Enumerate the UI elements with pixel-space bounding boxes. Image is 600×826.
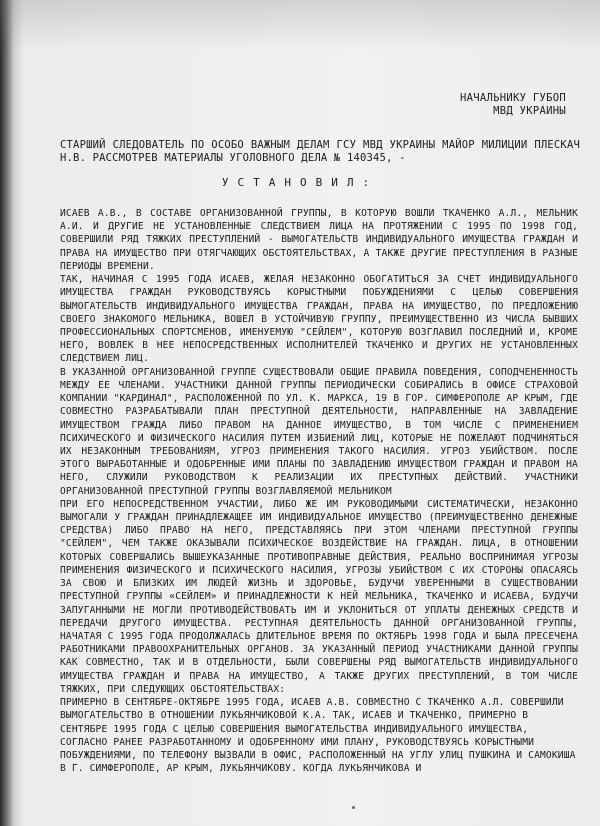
body-paragraph-5: ПРИМЕРНО В СЕНТЯБРЕ-ОКТЯБРЕ 1995 ГОДА, ИСАЕВ А.В. СОВМЕСТНО С ТКАЧЕНКО А.Л. СОВЕРШИЛИ ВЫМОГАТЕЛЬСТВО В ОТНОШЕНИИ ЛУКЬЯНЧИКОВОЙ К.А. ТАК, ИСАЕВ И ТКАЧЕНКО, ПРИМЕРНО В СЕНТЯБРЕ 1995 ГОДА С ЦЕЛЬЮ СОВЕРШЕНИЯ ВЫМОГАТЕЛЬСТВА ИНДИВИДУАЛЬНОГО ИМУЩЕСТВА, СОГЛАСНО РАНЕЕ РАЗРАБОТАННОМУ И ОДОБРЕННОМУ ИМИ ПЛАНУ, РУКОВОДСТВУЯСЬ КОРЫСТНЫМИ ПОБУЖДЕНИЯМИ, ПО ТЕЛЕФОНУ ВЫЗВАЛИ В ОФИС, РАСПОЛОЖЕННЫЙ НА УГЛУ УЛИЦ ПУШКИНА И САМОКИША В Г. СИМФЕРОПОЛЕ, АР КРЫМ, ЛУКЬЯНЧИКОВУ. КОГДА ЛУКЬЯНЧИКОВА И	[60, 697, 576, 775]
body-paragraph-3: В УКАЗАННОЙ ОРГАНИЗОВАННОЙ ГРУППЕ СУЩЕСТВОВАЛИ ОБЩИЕ ПРАВИЛА ПОВЕДЕНИЯ, СОПОДЧЕНЕННОСТЬ МЕЖДУ ЕЕ ЧЛЕНАМИ. УЧАСТНИКИ ДАННОЙ ГРУППЫ ПЕРИОДИЧЕСКИ СОБИРАЛИСЬ В ОФИСЕ СТРАХОВОЙ КОМПАНИИ "КАРДИНАЛ", РАСПОЛОЖЕННОЙ ПО УЛ. К. МАРКСА, 19 В ГОР. СИМФЕРОПОЛЕ АР КРЫМ, ГДЕ СОВМЕСТНО РАЗРАБАТЫВАЛИ ПЛАН ПРЕСТУПНОЙ ДЕЯТЕЛЬНОСТИ, НАПРАВЛЕННЫЕ НА ЗАВЛАДЕНИЕ ИМУЩЕСТВОМ ГРАЖДА ЛИБО ПРАВОМ НА ДАННОЕ ИМУЩЕСТВО, В ТОМ ЧИСЛЕ С ПРИМЕНЕНИЕМ ПСИХИЧЕСКОГО И ФИЗИЧЕСКОГО НАСИЛИЯ ПУТЕМ ИЗБИЕНИЙ ЛИЦ, КОТОРЫЕ НЕ ПОЖЕЛАЮТ ПОДЧИНЯТЬСЯ ИХ НЕЗАКОННЫМ ТРЕБОВАНИЯМ, УГРОЗ ПРИМЕНЕНИЯ ТАКОГО НАСИЛИЯ. УГРОЗ УБИЙСТВОМ. ПОСЛЕ ЭТОГО ВЫРАБОТАННЫЕ И ОДОБРЕННЫЕ ИМИ ПЛАНЫ ПО ЗАВЛАДЕНИЮ ИМУЩЕСТВОМ ГРАЖДАН И ПРАВОМ НА НЕГО, СЛУЖИЛИ РУКОВОДСТВОМ К РЕАЛИЗАЦИИ ИХ ПРЕСТУПНЫХ ДЕЙСТВИЙ. УЧАСТНИКИ ОРГАНИЗОВАННОЙ ПРЕСТУПНОЙ ГРУППЫ ВОЗГЛАВЛЯЕМОЙ МЕЛЬНИКОМ	[60, 366, 578, 497]
scan-shadow	[0, 0, 600, 50]
addressee-line-1: НАЧАЛЬНИКУ ГУБОП	[460, 92, 566, 104]
document-body	[60, 207, 578, 775]
intro-paragraph: СТАРШИЙ СЛЕДОВАТЕЛЬ ПО ОСОБО ВАЖНЫМ ДЕЛАМ ГСУ МВД УКРАИНЫ МАЙОР МИЛИЦИИ ПЛЕСКАЧ Н.В. РАССМОТРЕВ МАТЕРИАЛЫ УГОЛОВНОГО ДЕЛА № 140345, -	[60, 139, 580, 165]
body-paragraph-2: ТАК, НАЧИНАЯ С 1995 ГОДА ИСАЕВ, ЖЕЛАЯ НЕЗАКОННО ОБОГАТИТЬСЯ ЗА СЧЕТ ИНДИВИДУАЛЬНОГО ИМУЩЕСТВА ГРАЖДАН РУКОВОДСТВУЯСЬ КОРЫСТНЫМИ ПОБУЖДЕНИЯМИ С ЦЕЛЬЮ СОВЕРШЕНИЯ ВЫМОГАТЕЛЬСТВ ИНДИВИДУАЛЬНОГО ИМУЩЕСТВА ГРАЖДАН, ПРАВА НА ИМУЩЕСТВО, ПО ПРЕДЛОЖЕНИЮ СВОЕГО ЗНАКОМОГО МЕЛЬНИКА, ВОШЕЛ В УСТОЙЧИВУЮ ГРУППУ, ПРЕИМУЩЕСТВЕННО ИЗ ЧИСЛА БЫВШИХ ПРОФЕССИОНАЛЬНЫХ СПОРТСМЕНОВ, ИМЕНУЕМУЮ "СЕЙЛЕМ", КОТОРУЮ ВОЗГЛАВИЛ ПОСЛЕДНИЙ И, КРОМЕ НЕГО, ВОВЛЕК В НЕЕ НЕПОСРЕДСТВЕННЫХ ИСПОЛНИТЕЛЕЙ ТКАЧЕНКО И ДРУГИХ НЕ УСТАНОВЛЕННЫХ СЛЕДСТВИЕМ ЛИЦ.	[60, 274, 578, 365]
addressee-line-2: МВД УКРАИНЫ	[493, 105, 566, 117]
body-paragraph-4: ПРИ ЕГО НЕПОСРЕДСТВЕННОМ УЧАСТИИ, ЛИБО ЖЕ ИМ РУКОВОДИМЫМИ СИСТЕМАТИЧЕСКИ, НЕЗАКОННО ВЫМОГАЛИ У ГРАЖДАН ПРИНАДЛЕЖАЩЕЕ ИМ ИНДИВИДУАЛЬНОЕ ИМУЩЕСТВО (ПРЕИМУЩЕСТВЕННО ДЕНЕЖНЫЕ СРЕДСТВА) ЛИБО ПРАВО НА НЕГО, ПРЕДСТАВЛЯЯСЬ ПРИ ЭТОМ ЧЛЕНАМИ ПРЕСТУПНОЙ ГРУППЫ "СЕЙЛЕМ", ЧЕМ ТАКЖЕ ОКАЗЫВАЛИ ПСИХИЧЕСКОЕ ВОЗДЕЙСТВИЕ НА ГРАЖДАН. ЛИЦА, В ОТНОШЕНИИ КОТОРЫХ СОВЕРШАЛИСЬ ВЫШЕУКАЗАННЫЕ ПРОТИВОПРАВНЫЕ ДЕЙСТВИЯ, РЕАЛЬНО ВОСПРИНИМАЯ УГРОЗЫ ПРИМЕНЕНИЯ ФИЗИЧЕСКОГО И ПСИХИЧЕСКОГО НАСИЛИЯ, УГРОЗЫ УБИЙСТВОМ С ИХ СТОРОНЫ ОПАСАЯСЬ ЗА СВОЮ И БЛИЗКИХ ИМ ЛЮДЕЙ ЖИЗНЬ И ЗДОРОВЬЕ, БУДУЧИ УВЕРЕННЫМИ В СУЩЕСТВОВАНИИ ПРЕСТУПНОЙ ГРУППЫ «СЕЙЛЕМ» И ПРИНАДЛЕЖНОСТИ К НЕЙ МЕЛЬНИКА, ТКАЧЕНКО И ИСАЕВА, БУДУЧИ ЗАПУГАННЫМИ НЕ МОГЛИ ПРОТИВОДЕЙСТВОВАТЬ ИМ И УКЛОНИТЬСЯ ОТ УПЛАТЫ ДЕНЕЖНЫХ СРЕДСТВ И ПЕРЕДАЧИ ДРУГОГО ИМУЩЕСТВА. РЕСТУПНАЯ ДЕЯТЕЛЬНОСТЬ ДАННОЙ ОРГАНИЗОВАННОЙ ГРУППЫ, НАЧАТАЯ С 1995 ГОДА ПРОДОЛЖАЛАСЬ ДЛИТЕЛЬНОЕ ВРЕМЯ ПО ОКТЯБРЬ 1998 ГОДА И БЫЛА ПРЕСЕЧЕНА РАБОТНИКАМИ ПРАВООХРАНИТЕЛЬНЫХ ОРГАНОВ. ЗА УКАЗАННЫЙ ПЕРИОД УЧАСТНИКАМИ ДАННОЙ ГРУППЫ КАК СОВМЕСТНО, ТАК И В ОТДЕЛЬНОСТИ, БЫЛИ СОВЕРШЕНЫ РЯД ВЫМОГАТЕЛЬСТВ ИНДИВИДУАЛЬНОГО ИМУЩЕСТВА ГРАЖДАН И ПРАВА НА ИМУЩЕСТВО, А ТАКЖЕ ДРУГИХ ПРЕСТУПЛЕНИЙ, В ТОМ ЧИСЛЕ ТЯЖКИХ, ПРИ СЛЕДУЮЩИХ ОБСТОЯТЕЛЬСТВАХ:	[60, 498, 578, 695]
body-paragraph-1: ИСАЕВ А.В., В СОСТАВЕ ОРГАНИЗОВАННОЙ ГРУППЫ, В КОТОРУЮ ВОШЛИ ТКАЧЕНКО А.Л., МЕЛЬНИК А.И. И ДРУГИЕ НЕ УСТАНОВЛЕННЫЕ СЛЕДСТВИЕМ ЛИЦА НА ПРОТЯЖЕНИИ С 1995 ПО 1998 ГОД, СОВЕРШИЛИ РЯД ТЯЖКИХ ПРЕСТУПЛЕНИЙ - ВЫМОГАТЕЛЬСТВ ИНДИВИДУАЛЬНОГО ИМУЩЕСТВА ГРАЖДАН И ПРАВА НА ИМУЩЕСТВО ПРИ ОТЯГЧАЮЩИХ ОБСТОЯТЕЛЬСТВАХ, А ТАКЖЕ ДРУГИЕ ПРЕСТУПЛЕНИЯ В РАЗНЫЕ ПЕРИОДЫ ВРЕМЕНИ.	[60, 208, 578, 272]
section-heading: УСТАНОВИЛ:	[221, 176, 379, 189]
addressee-block	[460, 92, 566, 118]
scan-speck	[352, 806, 355, 809]
